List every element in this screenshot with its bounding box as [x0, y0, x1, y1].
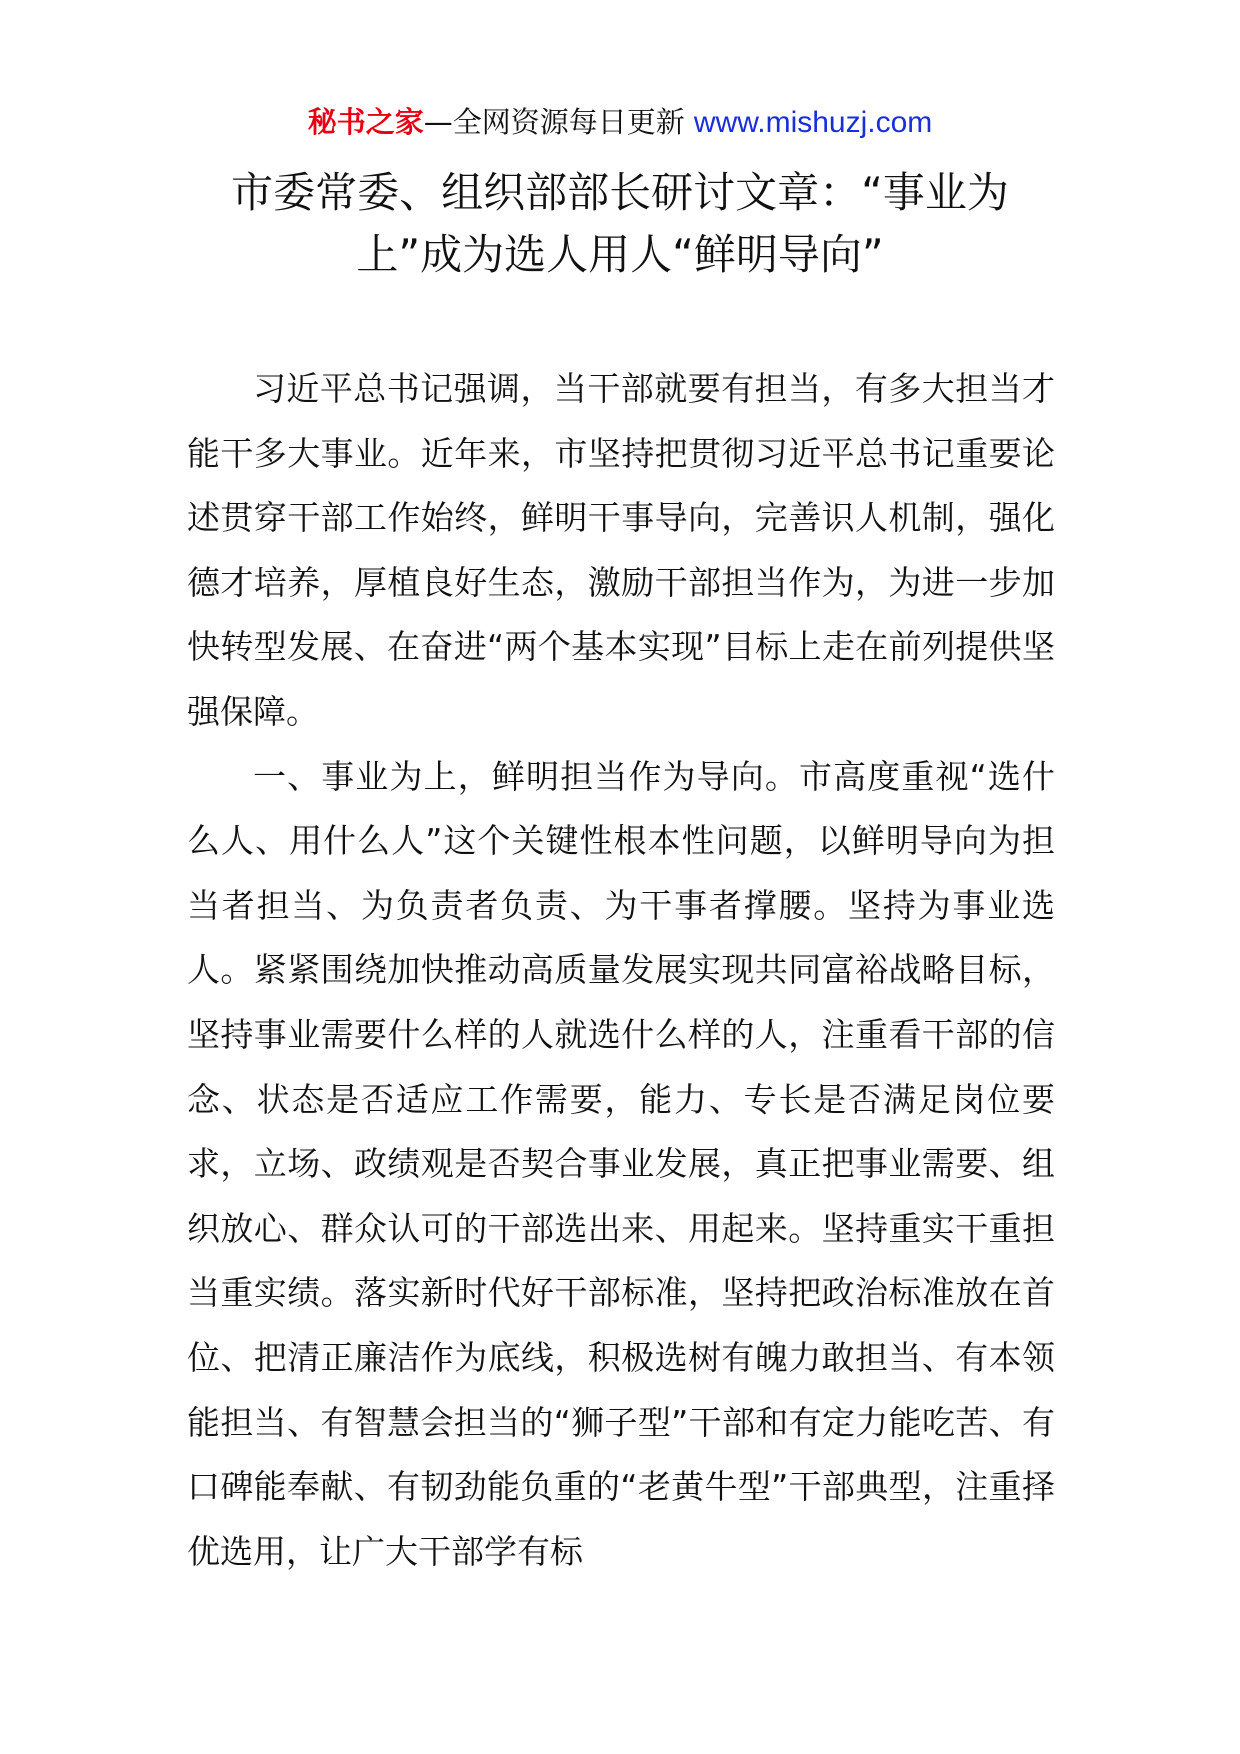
paragraph-intro: 习近平总书记强调，当干部就要有担当，有多大担当才能干多大事业。近年来，市坚持把贯彻习近平总书记重要论述贯穿干部工作始终，鲜明干事导向，完善识人机制，强化德才培养，厚植良好生态，激励干部担当作为，为进一步加快转型发展、在奋进“两个基本实现”目标上走在前列提供坚强保障。 — [187, 369, 1055, 731]
site-header — [0, 100, 1240, 145]
header-slogan: —全网资源每日更新 — [423, 105, 694, 139]
document-title — [190, 162, 1050, 286]
document-body — [187, 357, 1055, 1584]
paragraph-section-1: 一、事业为上，鲜明担当作为导向。市高度重视“选什么人、用什么人”这个关键性根本性问题，以鲜明导向为担当者担当、为负责者负责、为干事者撑腰。坚持为事业选人。紧紧围绕加快推动高质量发展实现共同富裕战略目标，坚持事业需要什么样的人就选什么样的人，注重看干部的信念、状态是否适应工作需要，能力、专长是否满足岗位要求，立场、政绩观是否契合事业发展，真正把事业需要、组织放心、群众认可的干部选出来、用起来。坚持重实干重担当重实绩。落实新时代好干部标准，坚持把政治标准放在首位、把清正廉洁作为底线，积极选树有魄力敢担当、有本领能担当、有智慧会担当的“狮子型”干部和有定力能吃苦、有口碑能奉献、有韧劲能负重的“老黄牛型”干部典型，注重择优选用，让广大干部学有标 — [187, 756, 1055, 1571]
site-url-link[interactable]: www.mishuzj.com — [693, 106, 933, 139]
brand-name: 秘书之家 — [307, 105, 424, 139]
document-title-line-1: 市委常委、组织部部长研讨文章：“事业为 — [231, 168, 1009, 217]
document-title-line-2: 上”成为选人用人“鲜明导向” — [356, 230, 884, 279]
